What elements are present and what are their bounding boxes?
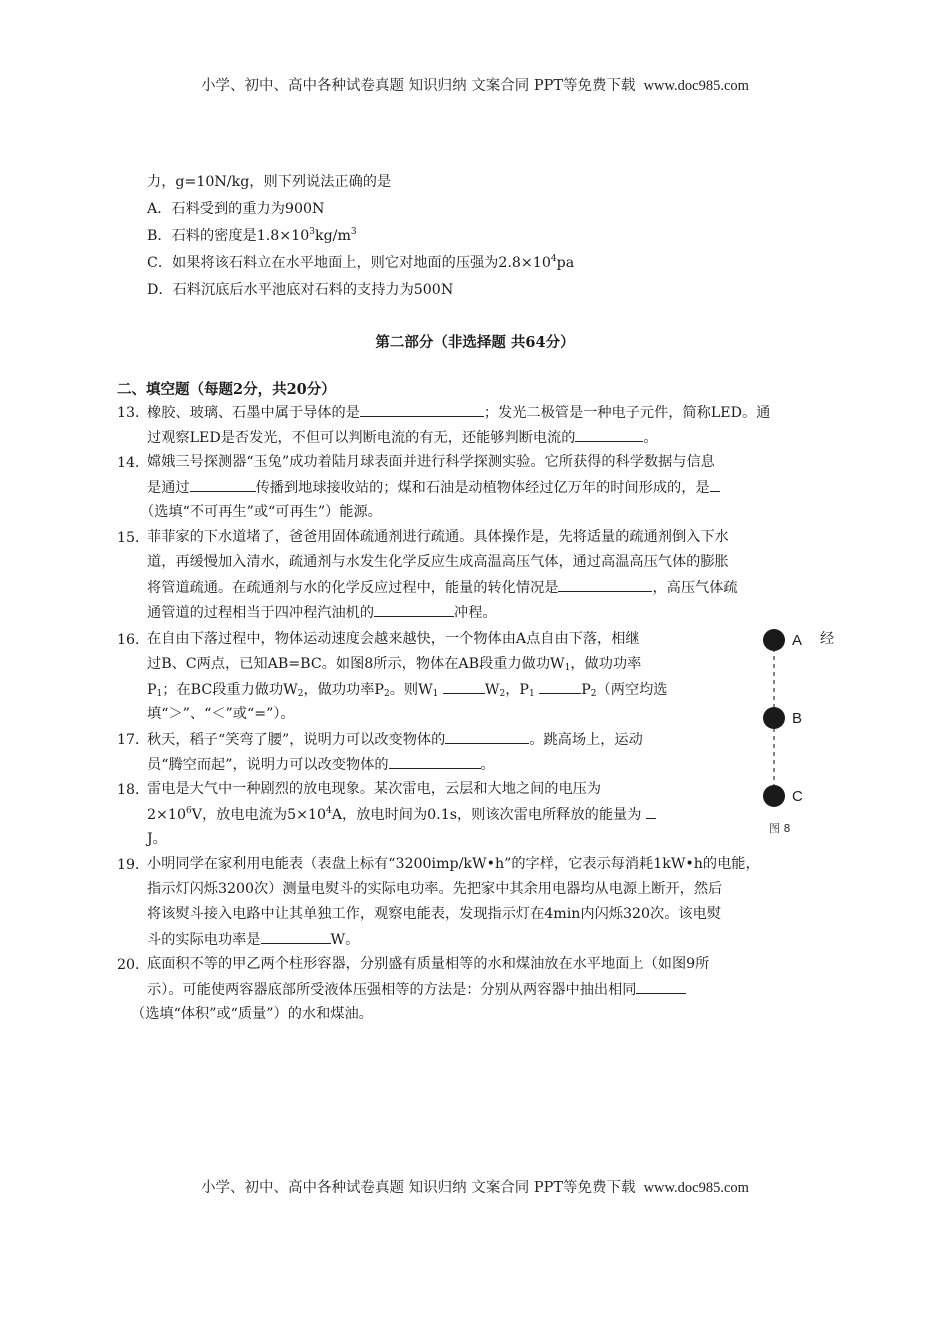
q12-option-b: B．石料的密度是$1.8\times 10^3kg/m^3$ <box>147 227 357 244</box>
q18-number: 18． <box>117 782 150 798</box>
q14-line3: （选填“不可再生”或“可再生”）能源。 <box>140 504 382 520</box>
q17-line2: 员“腾空而起”，说明力可以改变物体的 。 <box>147 754 495 775</box>
figure8-label-b: B <box>792 710 803 727</box>
footer-url[interactable]: www.doc985.com <box>643 1180 749 1196</box>
q14-number: 14． <box>117 455 150 471</box>
q13-line1: 橡胶、玻璃、石墨中属于导体的是 ；发光二极管是一种电子元件，简称LED。通 <box>147 402 770 423</box>
figure8-label-c: C <box>792 788 803 805</box>
q15-blank2[interactable] <box>374 602 454 617</box>
q19-line1: 小明同学在家利用电能表（表盘上标有“3200imp/kW•h”的字样，它表示每消耗1kW•h的电能， <box>147 856 760 872</box>
q16-line3: $P_1$；在BC段重力做功$W_2$，做功功率$P_2$。则$W_1$ $W_2$，$P_1$ $P_2$（两空均选 <box>147 679 667 700</box>
q16-blank2[interactable] <box>539 679 581 694</box>
q16-line1-tail: 经 <box>820 631 835 647</box>
q12-option-d: D．石料沉底后水平池底对石料的支持力为500N <box>147 282 454 298</box>
figure8-caption: 图 8 <box>769 822 791 835</box>
q17-number: 17． <box>117 732 150 748</box>
q15-line2: 道，再缓慢加入清水，疏通剂与水发生化学反应生成高温高压气体，通过高温高压气体的膨胀 <box>147 554 729 570</box>
q15-line4: 通管道的过程相当于四冲程汽油机的 冲程。 <box>147 602 497 623</box>
part2-title: 第二部分（非选择题 共64分） <box>375 334 575 351</box>
page-header <box>0 74 950 95</box>
q16-line1: 在自由下落过程中，物体运动速度会越来越快，一个物体由A点自由下落，相继 <box>147 631 640 647</box>
q19-line3: 将该熨斗接入电路中让其单独工作，观察电能表，发现指示灯在4min内闪烁320次。该电熨 <box>147 906 721 922</box>
q18-blank[interactable] <box>646 804 656 819</box>
q15-line1: 菲菲家的下水道堵了，爸爸用固体疏通剂进行疏通。具体操作是，先将适量的疏通剂倒入下水 <box>147 529 729 545</box>
q15-number: 15． <box>117 530 150 546</box>
q14-blank1[interactable] <box>190 477 256 492</box>
q17-line1: 秋天，稻子“笑弯了腰”，说明力可以改变物体的 。跳高场上，运动 <box>147 729 643 750</box>
q18-line1: 雷电是大气中一种剧烈的放电现象。某次雷电，云层和大地之间的电压为 <box>147 781 602 797</box>
q14-line1: 嫦娥三号探测器“玉兔”成功着陆月球表面并进行科学探测实验。它所获得的科学数据与信息 <box>147 454 715 470</box>
q19-blank[interactable] <box>261 929 331 944</box>
q19-line2: 指示灯闪烁3200次）测量电熨斗的实际电功率。先把家中其余用电器均从电源上断开，然后 <box>147 881 723 897</box>
q16-line4: 填“＞”、“＜”或“=”）。 <box>147 706 295 722</box>
figure-8 <box>755 620 845 840</box>
q13-blank1[interactable] <box>360 402 484 417</box>
q20-blank[interactable] <box>636 979 686 994</box>
q13-blank2[interactable] <box>575 427 643 442</box>
q12-stem-tail: 力，g=10N/kg，则下列说法正确的是 <box>147 174 392 190</box>
figure8-point-a <box>763 629 785 651</box>
q18-line2: $2\times 10^6V$，放电电流为$5\times 10^4A$，放电时间为0.1s，则该次雷电所释放的能量为 <box>147 804 656 825</box>
page-footer <box>0 1176 950 1197</box>
q17-blank2[interactable] <box>389 754 481 769</box>
q20-number: 20． <box>117 957 150 973</box>
q16-blank1[interactable] <box>443 679 485 694</box>
q16-line2: 过B、C两点，已知AB=BC。如图8所示，物体在AB段重力做功$W_1$，做功功率 <box>147 656 642 673</box>
figure8-point-b <box>763 707 785 729</box>
q13-line2: 过观察LED是否发光，不但可以判断电流的有无，还能够判断电流的 。 <box>147 427 658 448</box>
q18-line3: J。 <box>147 831 167 847</box>
q12-option-a: A．石料受到的重力为900N <box>147 201 325 217</box>
q20-line3: （选填“体积”或“质量”）的水和煤油。 <box>131 1006 373 1022</box>
figure8-point-c <box>763 785 785 807</box>
q19-number: 19． <box>117 857 150 873</box>
q14-line2: 是通过 传播到地球接收站的；煤和石油是动植物体经过亿万年的时间形成的，是 <box>147 477 720 498</box>
q13-number: 13． <box>117 405 150 421</box>
q15-line3: 将管道疏通。在疏通剂与水的化学反应过程中，能量的转化情况是 ，高压气体疏 <box>147 577 738 598</box>
q15-blank1[interactable] <box>558 577 652 592</box>
q20-line2: 示）。可能使两容器底部所受液体压强相等的方法是：分别从两容器中抽出相同 <box>147 979 686 1000</box>
q20-line1: 底面积不等的甲乙两个柱形容器，分别盛有质量相等的水和煤油放在水平地面上（如图9所 <box>147 956 710 972</box>
q16-number: 16． <box>117 632 150 648</box>
q17-blank1[interactable] <box>445 729 529 744</box>
header-url[interactable]: www.doc985.com <box>643 78 749 94</box>
footer-text: 小学、初中、高中各种试卷真题 知识归纳 文案合同 PPT等免费下载 <box>201 1180 636 1196</box>
q14-blank2[interactable] <box>710 477 720 492</box>
q12-option-c: C．如果将该石料立在水平地面上，则它对地面的压强为$2.8\times 10^4pa$ <box>147 254 575 271</box>
header-text: 小学、初中、高中各种试卷真题 知识归纳 文案合同 PPT等免费下载 <box>201 78 636 94</box>
figure8-label-a: A <box>792 632 803 649</box>
fill-section-title: 二、填空题（每题2分，共20分） <box>117 381 336 398</box>
q19-line4: 斗的实际电功率是 W。 <box>147 929 359 950</box>
